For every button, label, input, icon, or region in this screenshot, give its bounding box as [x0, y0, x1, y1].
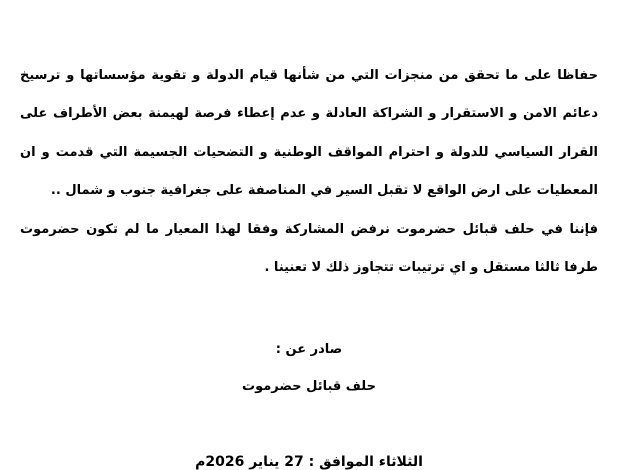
paragraph-line-2: دعائم الامن و الاستقرار و الشراكة العادلة و عدم إعطاء فرصة لهيمنة بعض الأطراف على [20, 106, 598, 121]
paragraph-line-5: فإننا في حلف قبائل حضرموت نرفض المشاركة وفقا لهذا المعيار ما لم تكون حضرموت [20, 222, 598, 237]
date-line: الثلاثاء الموافق : 27 يناير 2026م [195, 454, 423, 470]
paragraph-line-6: طرفا ثالثا مستقل و اي ترتيبات تتجاوز ذلك لا تعنينا . [264, 260, 598, 275]
paragraph-line-1: حفاظا على ما تحقق من منجزات التي من شأنها قيام الدولة و تقوية مؤسساتها و ترسيخ [20, 68, 598, 83]
issued-by-label: صادر عن : [275, 342, 343, 357]
paragraph-line-4: المعطيات على ارض الواقع لا تقبل السير في المناصفة على جغرافية جنوب و شمال .. [50, 183, 598, 198]
paragraph-line-3: القرار السياسي للدولة و احترام المواقف الوطنية و التضحيات الجسيمة التي قدمت و ان [20, 145, 598, 160]
issuer-name: حلف قبائل حضرموت [242, 379, 376, 394]
